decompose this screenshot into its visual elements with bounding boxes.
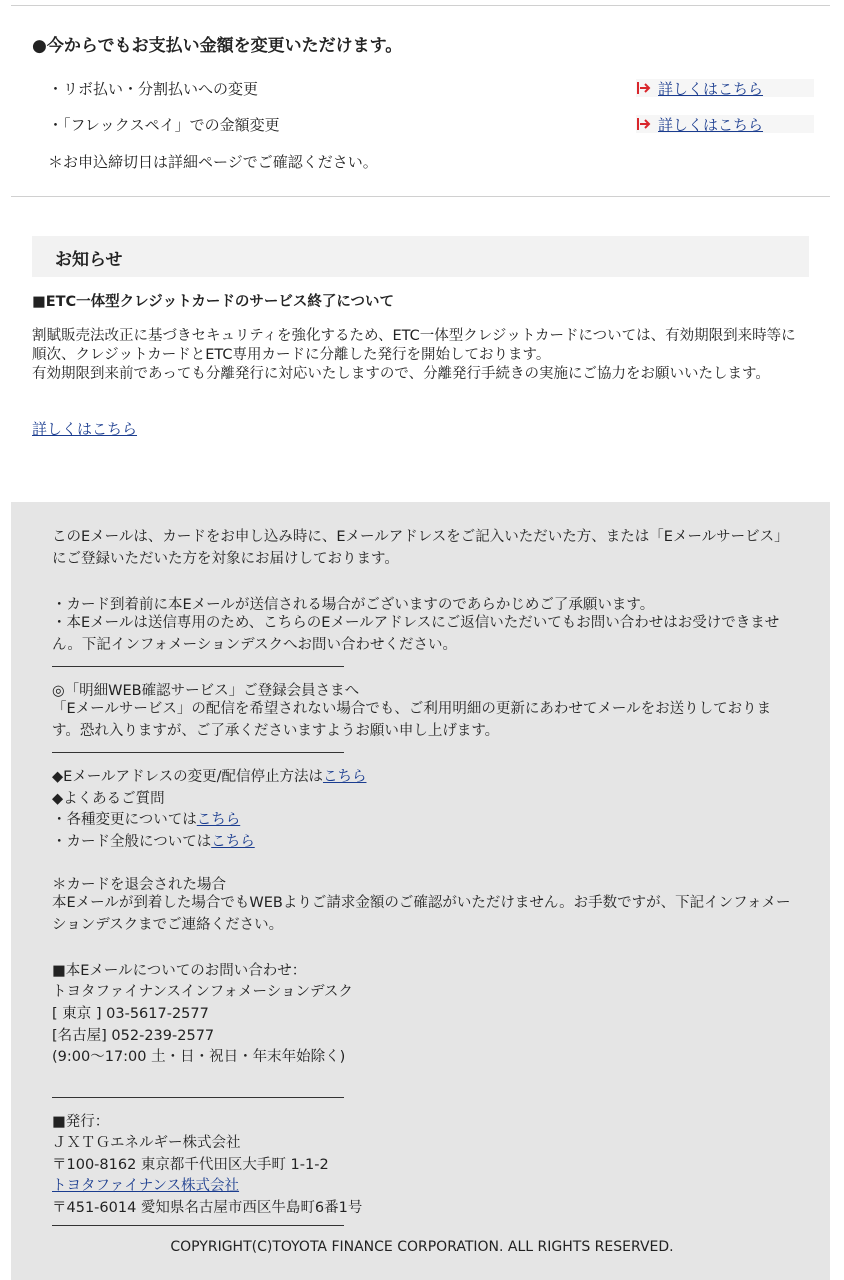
footer-bullet-arrival: ・カード到着前に本Eメールが送信される場合がございますのであらかじめご了承願います。: [52, 597, 655, 613]
revolving-installment-label: ・リボ払い・分割払いへの変更: [48, 80, 259, 98]
contact-heading: ■本Eメールについてのお問い合わせ：: [52, 963, 307, 979]
publisher-toyota-link[interactable]: トヨタファイナンス株式会社: [52, 1178, 240, 1194]
faq-card-link[interactable]: こちら: [211, 834, 255, 850]
footer-divider: [52, 1097, 344, 1098]
flexpay-details-link[interactable]: 詳しくはこちら: [658, 116, 764, 134]
publisher-jxtg-address: 〒100-8162 東京都千代田区大手町 1-1-2: [52, 1157, 329, 1173]
payment-heading: ●今からでもお支払い金額を変更いただけます。: [32, 36, 403, 56]
contact-hours: (9:00～17:00 土・日・祝日・年末年始除く): [52, 1049, 346, 1065]
flexpay-details-link-row[interactable]: [636, 115, 814, 133]
cancel-heading: ＊カードを退会された場合: [52, 877, 226, 893]
web-service-heading: ◎「明細WEB確認サービス」ご登録会員さまへ: [52, 683, 360, 699]
publisher-toyota-address: 〒451-6014 愛知県名古屋市西区牛島町6番1号: [52, 1200, 363, 1216]
faq-card-line: [52, 830, 255, 851]
copyright: COPYRIGHT(C)TOYOTA FINANCE CORPORATION. ALL RIGHTS RESERVED.: [170, 1239, 674, 1255]
notice-subtitle: ■ETC一体型クレジットカードのサービス終了について: [32, 294, 395, 310]
notice-header: [32, 236, 809, 277]
faq-changes-line: [52, 808, 240, 829]
deadline-note: ＊お申込締切日は詳細ページでご確認ください。: [48, 153, 378, 171]
top-divider: [11, 5, 830, 6]
contact-tokyo-phone: [ 東京 ] 03-5617-2577: [52, 1006, 209, 1022]
publisher-heading: ■発行：: [52, 1114, 110, 1130]
footer-divider: [52, 666, 344, 667]
footer-divider: [52, 1225, 344, 1226]
email-change-line: [52, 765, 366, 786]
web-service-body: 「Eメールサービス」の配信を希望されない場合でも、ご利用明細の更新にあわせてメールをお送りしております。恐れ入りますが、ご了承くださいますようお願い申し上げます。: [52, 701, 772, 739]
notice-body: [32, 327, 804, 384]
revolving-details-link-row[interactable]: [636, 79, 814, 97]
footer-bullet-send-only: ・本Eメールは送信専用のため、こちらのEメールアドレスにご返信いただいてもお問い合わせはお受けできません。下記インフォメーションデスクへお問い合わせください。: [52, 615, 780, 653]
revolving-details-link[interactable]: 詳しくはこちら: [658, 80, 764, 98]
footer-divider: [52, 752, 344, 753]
notice-body-paragraph-2: 有効期限到来前であっても分離発行に対応いたしますので、分離発行手続きの実施にご協力をお願いいたします。: [32, 366, 770, 382]
faq-changes-link[interactable]: こちら: [196, 812, 241, 828]
faq-heading: ◆よくあるご質問: [52, 791, 165, 807]
section-divider: [11, 196, 830, 197]
cancel-body: 本Eメールが到着した場合でもWEBよりご請求金額のご確認がいただけません。お手数ですが、下記インフォメーションデスクまでご連絡ください。: [52, 895, 791, 933]
contact-nagoya-phone: [名古屋] 052-239-2577: [52, 1028, 215, 1044]
flexpay-label: ・「フレックスペイ」での金額変更: [48, 116, 280, 134]
notice-details-link[interactable]: 詳しくはこちら: [32, 420, 138, 438]
notice-title: お知らせ: [55, 250, 123, 270]
footer-intro: このEメールは、カードをお申し込み時に、Eメールアドレスをご記入いただいた方、または「Eメールサービス」にご登録いただいた方を対象にお届けしております。: [52, 529, 789, 567]
faq-changes-text: ・各種変更については: [52, 812, 197, 828]
faq-card-text: ・カード全般については: [52, 834, 212, 850]
publisher-toyota-line: [52, 1174, 239, 1195]
email-change-link[interactable]: こちら: [322, 769, 367, 785]
arrow-right-icon: [636, 116, 652, 132]
arrow-right-icon: [636, 80, 652, 96]
publisher-jxtg: ＪＸＴＧエネルギー株式会社: [52, 1135, 241, 1151]
contact-desk-name: トヨタファイナンスインフォメーションデスク: [52, 984, 353, 1000]
notice-body-paragraph-1: 割賦販売法改正に基づきセキュリティを強化するため、ETC一体型クレジットカードについては、有効期限到来時等に順次、クレジットカードとETC専用カードに分離した発行を開始しております。: [32, 328, 796, 363]
email-change-text: ◆Eメールアドレスの変更/配信停止方法は: [52, 769, 323, 785]
